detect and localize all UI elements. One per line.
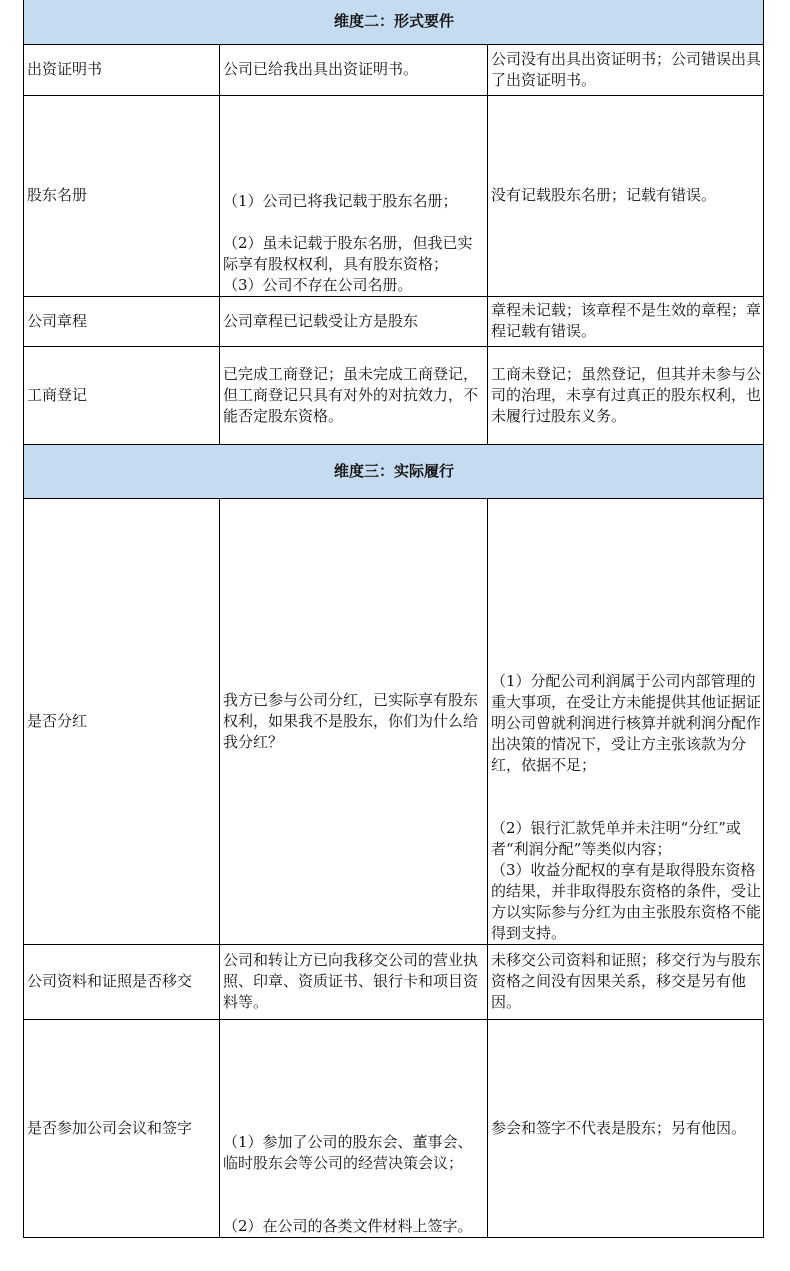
claim-text: （1）公司已将我记载于股东名册； [223, 191, 458, 210]
claim-cell [220, 498, 488, 944]
claim-text: 我方已参与公司分红，已实际享有股东权利，如果我不是股东，你们为什么给我分红？ [223, 690, 479, 751]
claim-text: （2）在公司的各类文件材料上签字。 [223, 1216, 473, 1235]
table-row [24, 95, 764, 296]
table-row [24, 1019, 764, 1237]
claim-cell [220, 1019, 488, 1237]
section-header [24, 0, 764, 44]
item-cell: 公司章程 [24, 296, 220, 346]
rebuttal-text: 公司没有出具出资证明书；公司错误出具了出资证明书。 [491, 49, 762, 89]
claim-text: （2）虽未记载于股东名册，但我已实际享有股权权利，具有股东资格； [223, 233, 473, 273]
rebuttal-text: （3）收益分配权的享有是取得股东资格的结果，并非取得股东资格的条件，受让方以实际参与分红为由主张股东资格不能得到支持。 [491, 860, 762, 942]
item-cell: 是否分红 [24, 498, 220, 944]
rebuttal-cell [488, 346, 764, 444]
claim-cell [220, 44, 488, 95]
rebuttal-text: （1）分配公司利润属于公司内部管理的重大事项，在受让方未能提供其他证据证明公司曾就利润进行核算并就利润分配作出决策的情况下，受让方主张该款为分红，依据不足； [491, 671, 762, 774]
claim-text: （3）公司不存在公司名册。 [223, 275, 413, 294]
claim-text: 公司和转让方已向我移交公司的营业执照、印章、资质证书、银行卡和项目资料等。 [223, 951, 479, 1011]
comparison-table-container [23, 0, 763, 1238]
comparison-table [23, 0, 764, 1238]
rebuttal-text: 章程未记载；该章程不是生效的章程；章程记载有错误。 [491, 301, 762, 340]
claim-text: （1）参加了公司的股东会、董事会、临时股东会等公司的经营决策会议； [223, 1132, 473, 1172]
rebuttal-cell [488, 944, 764, 1019]
rebuttal-text: 没有记载股东名册；记载有错误。 [491, 186, 717, 204]
claim-cell [220, 296, 488, 346]
section-title: 维度二：形式要件 [24, 0, 764, 44]
section-header [24, 444, 764, 498]
table-row [24, 944, 764, 1019]
item-cell: 公司资料和证照是否移交 [24, 944, 220, 1019]
rebuttal-text: 工商未登记；虽然登记，但其并未参与公司的治理，未享有过真正的股东权利，也未履行过股东义务。 [491, 364, 762, 425]
table-row [24, 296, 764, 346]
section-title: 维度三：实际履行 [24, 444, 764, 498]
rebuttal-cell [488, 44, 764, 95]
item-cell: 是否参加公司会议和签字 [24, 1019, 220, 1237]
table-row [24, 346, 764, 444]
item-cell: 出资证明书 [24, 44, 220, 95]
table-row [24, 498, 764, 944]
item-cell: 股东名册 [24, 95, 220, 296]
rebuttal-cell [488, 498, 764, 944]
rebuttal-cell [488, 1019, 764, 1237]
item-cell: 工商登记 [24, 346, 220, 444]
rebuttal-text: （2）银行汇款凭单并未注明“分红”或者“利润分配”等类似内容； [491, 818, 741, 858]
claim-text: 公司章程已记载受让方是股东 [223, 311, 419, 330]
rebuttal-text: 参会和签字不代表是股东；另有他因。 [491, 1118, 747, 1137]
table-row [24, 44, 764, 95]
claim-cell [220, 346, 488, 444]
claim-cell [220, 95, 488, 296]
claim-text: 已完成工商登记；虽未完成工商登记，但工商登记只具有对外的对抗效力，不能否定股东资格。 [223, 364, 479, 425]
rebuttal-text: 未移交公司资料和证照；移交行为与股东资格之间没有因果关系，移交是另有他因。 [491, 951, 762, 1011]
claim-cell [220, 944, 488, 1019]
rebuttal-cell [488, 296, 764, 346]
rebuttal-cell [488, 95, 764, 296]
claim-text: 公司已给我出具出资证明书。 [223, 60, 419, 78]
